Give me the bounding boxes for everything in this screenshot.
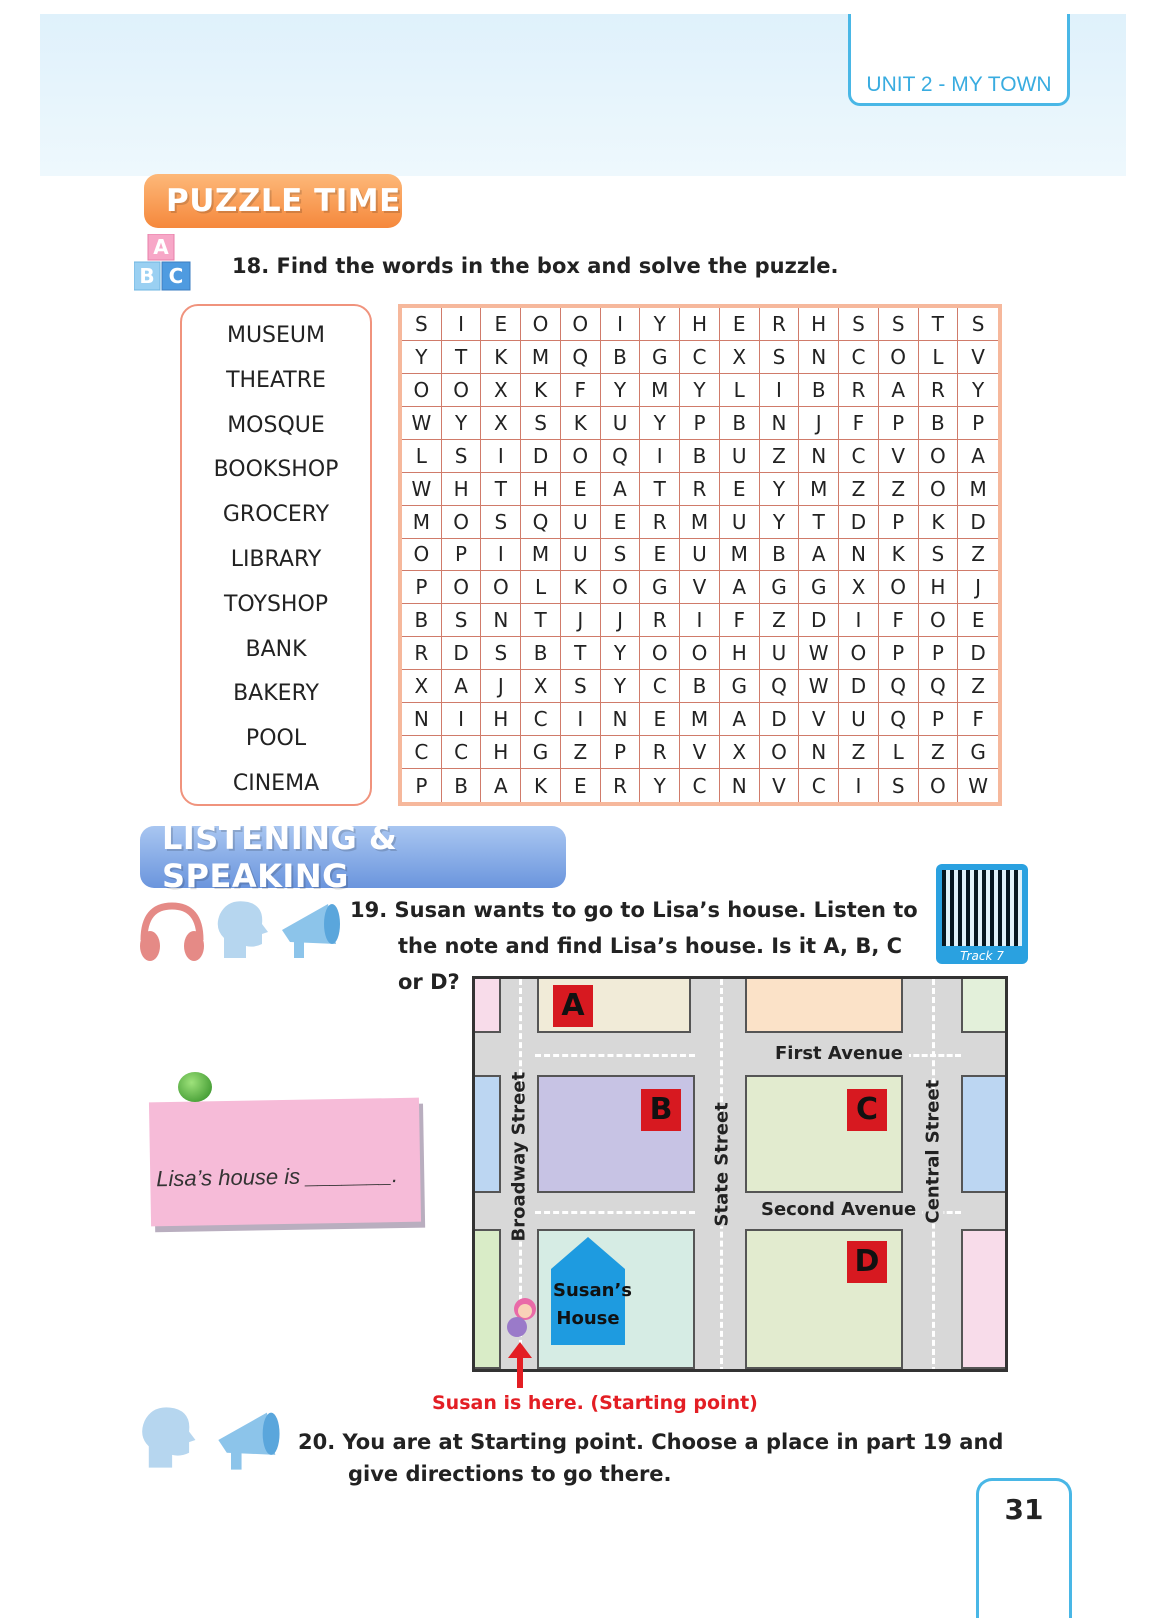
- grid-cell[interactable]: T: [919, 308, 959, 341]
- grid-cell[interactable]: I: [442, 703, 482, 736]
- grid-cell[interactable]: A: [958, 440, 998, 473]
- grid-cell[interactable]: N: [799, 736, 839, 769]
- map-block: [745, 977, 903, 1033]
- grid-cell[interactable]: N: [799, 440, 839, 473]
- grid-cell[interactable]: K: [561, 407, 601, 440]
- grid-cell[interactable]: O: [760, 736, 800, 769]
- grid-cell[interactable]: N: [601, 703, 641, 736]
- grid-cell[interactable]: P: [919, 637, 959, 670]
- listening-speaking-banner: LISTENING & SPEAKING: [140, 826, 566, 888]
- label-b: B: [641, 1089, 681, 1131]
- map-block: [961, 1229, 1008, 1369]
- grid-cell[interactable]: R: [919, 374, 959, 407]
- word-list-item: CINEMA: [232, 770, 320, 796]
- unit-tab: [848, 14, 1070, 106]
- grid-cell[interactable]: F: [720, 604, 760, 637]
- grid-cell[interactable]: I: [839, 769, 879, 802]
- grid-cell[interactable]: H: [481, 736, 521, 769]
- grid-cell[interactable]: Y: [601, 637, 641, 670]
- grid-cell[interactable]: O: [680, 637, 720, 670]
- grid-cell[interactable]: Y: [601, 374, 641, 407]
- block-c: [745, 1075, 903, 1193]
- grid-cell[interactable]: W: [402, 473, 442, 506]
- grid-cell[interactable]: I: [760, 374, 800, 407]
- starting-point-arrow-icon: [508, 1342, 532, 1388]
- grid-cell[interactable]: J: [481, 670, 521, 703]
- grid-cell[interactable]: C: [640, 670, 680, 703]
- grid-cell[interactable]: U: [680, 539, 720, 572]
- grid-cell[interactable]: Z: [919, 736, 959, 769]
- grid-cell[interactable]: S: [521, 407, 561, 440]
- starting-point-label: Susan is here. (Starting point): [432, 1392, 758, 1414]
- grid-cell[interactable]: P: [680, 407, 720, 440]
- grid-cell[interactable]: P: [601, 736, 641, 769]
- megaphone-icon: [276, 896, 348, 962]
- grid-cell[interactable]: Q: [879, 703, 919, 736]
- grid-cell[interactable]: B: [601, 341, 641, 374]
- grid-cell[interactable]: S: [919, 539, 959, 572]
- word-list-item: LIBRARY: [230, 546, 322, 572]
- grid-cell[interactable]: N: [720, 769, 760, 802]
- word-search-grid: [398, 304, 1002, 806]
- grid-cell[interactable]: O: [521, 308, 561, 341]
- grid-cell[interactable]: A: [720, 703, 760, 736]
- grid-cell[interactable]: B: [680, 670, 720, 703]
- grid-cell[interactable]: Z: [839, 736, 879, 769]
- grid-cell[interactable]: O: [879, 571, 919, 604]
- grid-cell[interactable]: O: [919, 604, 959, 637]
- grid-cell[interactable]: N: [402, 703, 442, 736]
- word-list-item: THEATRE: [226, 367, 326, 393]
- grid-cell[interactable]: U: [760, 637, 800, 670]
- label-c: C: [847, 1089, 887, 1131]
- grid-cell[interactable]: T: [799, 506, 839, 539]
- map-block: [473, 977, 501, 1033]
- susan-figure-icon: [503, 1295, 541, 1339]
- label-d: D: [847, 1241, 887, 1283]
- grid-cell[interactable]: I: [481, 440, 521, 473]
- page-number: 31: [1004, 1493, 1044, 1526]
- grid-cell[interactable]: B: [720, 407, 760, 440]
- grid-cell[interactable]: A: [481, 769, 521, 802]
- abc-blocks-icon: [134, 234, 206, 294]
- headphones-icon: [136, 900, 208, 964]
- grid-cell[interactable]: V: [760, 769, 800, 802]
- grid-cell[interactable]: O: [481, 571, 521, 604]
- central-street-label: Central Street: [922, 1079, 944, 1224]
- grid-cell[interactable]: F: [958, 703, 998, 736]
- grid-cell[interactable]: K: [919, 506, 959, 539]
- grid-cell[interactable]: C: [839, 440, 879, 473]
- grid-cell[interactable]: H: [442, 473, 482, 506]
- grid-cell[interactable]: S: [481, 637, 521, 670]
- word-list-box: [180, 304, 372, 806]
- grid-cell[interactable]: B: [680, 440, 720, 473]
- grid-cell[interactable]: O: [640, 637, 680, 670]
- grid-cell[interactable]: Y: [640, 407, 680, 440]
- grid-cell[interactable]: L: [879, 736, 919, 769]
- grid-cell[interactable]: M: [680, 506, 720, 539]
- grid-cell[interactable]: G: [720, 670, 760, 703]
- grid-cell[interactable]: R: [402, 637, 442, 670]
- grid-cell[interactable]: G: [640, 571, 680, 604]
- grid-cell[interactable]: Q: [521, 506, 561, 539]
- grid-cell[interactable]: V: [958, 341, 998, 374]
- grid-cell[interactable]: R: [640, 736, 680, 769]
- grid-cell[interactable]: S: [879, 769, 919, 802]
- grid-cell[interactable]: D: [760, 703, 800, 736]
- grid-cell[interactable]: M: [680, 703, 720, 736]
- qr-code-pattern: [942, 870, 1022, 946]
- grid-cell[interactable]: P: [879, 637, 919, 670]
- grid-cell[interactable]: G: [958, 736, 998, 769]
- grid-cell[interactable]: D: [799, 604, 839, 637]
- susans-house-label-line2: House: [556, 1308, 620, 1329]
- grid-cell[interactable]: A: [601, 473, 641, 506]
- note-text: Lisa’s house is _______.: [156, 1162, 399, 1192]
- svg-text:B: B: [139, 264, 155, 288]
- grid-cell[interactable]: L: [402, 440, 442, 473]
- grid-cell[interactable]: Y: [958, 374, 998, 407]
- grid-cell[interactable]: L: [521, 571, 561, 604]
- grid-cell[interactable]: K: [521, 374, 561, 407]
- grid-cell[interactable]: N: [799, 341, 839, 374]
- unit-title: UNIT 2 - MY TOWN: [866, 73, 1052, 96]
- page-number-tab: [976, 1478, 1072, 1618]
- grid-cell[interactable]: D: [958, 506, 998, 539]
- grid-cell[interactable]: U: [561, 506, 601, 539]
- track-label: Track 7: [960, 949, 1004, 963]
- block-d: [745, 1229, 903, 1369]
- second-avenue-label: Second Avenue: [755, 1199, 922, 1220]
- grid-cell[interactable]: S: [839, 308, 879, 341]
- grid-cell[interactable]: E: [958, 604, 998, 637]
- grid-cell[interactable]: V: [879, 440, 919, 473]
- grid-cell[interactable]: O: [879, 341, 919, 374]
- grid-cell[interactable]: E: [640, 703, 680, 736]
- grid-cell[interactable]: X: [402, 670, 442, 703]
- svg-text:C: C: [168, 264, 184, 288]
- grid-cell[interactable]: D: [839, 506, 879, 539]
- grid-cell[interactable]: Y: [601, 670, 641, 703]
- grid-cell[interactable]: T: [561, 637, 601, 670]
- grid-cell[interactable]: Q: [561, 341, 601, 374]
- grid-cell[interactable]: D: [442, 637, 482, 670]
- grid-cell[interactable]: P: [402, 769, 442, 802]
- grid-cell[interactable]: E: [481, 308, 521, 341]
- block-b: [537, 1075, 695, 1193]
- grid-cell[interactable]: M: [521, 341, 561, 374]
- grid-cell[interactable]: O: [839, 637, 879, 670]
- word-list-item: BANK: [245, 636, 307, 662]
- grid-cell[interactable]: S: [879, 308, 919, 341]
- grid-cell[interactable]: U: [561, 539, 601, 572]
- grid-cell[interactable]: Z: [561, 736, 601, 769]
- first-avenue-label: First Avenue: [769, 1043, 909, 1064]
- grid-cell[interactable]: R: [601, 769, 641, 802]
- grid-cell[interactable]: I: [561, 703, 601, 736]
- puzzle-time-banner: PUZZLE TIME: [144, 174, 402, 228]
- grid-cell[interactable]: W: [968, 773, 989, 798]
- grid-cell[interactable]: C: [680, 769, 720, 802]
- grid-cell[interactable]: Q: [919, 670, 959, 703]
- grid-cell[interactable]: C: [521, 703, 561, 736]
- grid-cell[interactable]: U: [839, 703, 879, 736]
- task-18-instruction: 18. Find the words in the box and solve the puzzle.: [232, 254, 839, 278]
- grid-cell[interactable]: G: [799, 571, 839, 604]
- grid-cell[interactable]: O: [919, 769, 959, 802]
- grid-cell[interactable]: H: [720, 637, 760, 670]
- grid-cell[interactable]: W: [402, 407, 442, 440]
- label-a: A: [553, 985, 593, 1027]
- grid-cell[interactable]: W: [799, 637, 839, 670]
- grid-cell[interactable]: M: [799, 473, 839, 506]
- grid-cell[interactable]: N: [760, 407, 800, 440]
- word-list-item: BOOKSHOP: [213, 457, 339, 483]
- grid-cell[interactable]: V: [680, 571, 720, 604]
- map-block: [473, 1075, 501, 1193]
- grid-cell[interactable]: I: [839, 604, 879, 637]
- grid-cell[interactable]: T: [521, 604, 561, 637]
- word-list-item: BAKERY: [233, 681, 319, 707]
- grid-cell[interactable]: G: [760, 571, 800, 604]
- grid-cell[interactable]: F: [839, 407, 879, 440]
- grid-cell[interactable]: I: [481, 539, 521, 572]
- grid-cell[interactable]: A: [799, 539, 839, 572]
- map-block: [961, 1075, 1008, 1193]
- grid-cell[interactable]: A: [879, 374, 919, 407]
- grid-cell[interactable]: X: [481, 407, 521, 440]
- grid-cell[interactable]: H: [521, 473, 561, 506]
- grid-cell[interactable]: Z: [958, 539, 998, 572]
- grid-cell[interactable]: R: [839, 374, 879, 407]
- grid-cell[interactable]: W: [799, 670, 839, 703]
- grid-cell[interactable]: Y: [402, 341, 442, 374]
- grid-cell[interactable]: B: [760, 539, 800, 572]
- task-20-instruction: 20. You are at Starting point. Choose a place in part 19 and give directions to go there.: [298, 1430, 1004, 1486]
- block-a: [537, 977, 691, 1033]
- grid-cell[interactable]: L: [919, 341, 959, 374]
- grid-cell[interactable]: Y: [760, 506, 800, 539]
- grid-cell[interactable]: B: [402, 604, 442, 637]
- grid-cell[interactable]: O: [919, 473, 959, 506]
- grid-cell[interactable]: V: [799, 703, 839, 736]
- grid-cell[interactable]: M: [521, 539, 561, 572]
- grid-cell[interactable]: D: [958, 637, 998, 670]
- grid-cell[interactable]: E: [561, 769, 601, 802]
- grid-cell[interactable]: P: [879, 506, 919, 539]
- grid-cell[interactable]: A: [720, 571, 760, 604]
- grid-cell[interactable]: G: [640, 341, 680, 374]
- grid-cell[interactable]: O: [402, 539, 442, 572]
- grid-cell[interactable]: G: [521, 736, 561, 769]
- grid-cell[interactable]: H: [799, 308, 839, 341]
- grid-cell[interactable]: M: [720, 539, 760, 572]
- grid-cell[interactable]: Q: [760, 670, 800, 703]
- grid-cell[interactable]: N: [839, 539, 879, 572]
- grid-cell[interactable]: D: [521, 440, 561, 473]
- grid-cell[interactable]: I: [442, 308, 482, 341]
- grid-cell[interactable]: E: [720, 308, 760, 341]
- grid-cell[interactable]: Z: [879, 473, 919, 506]
- grid-cell[interactable]: O: [919, 440, 959, 473]
- word-list-item: MOSQUE: [227, 412, 325, 438]
- town-map: [472, 976, 1008, 1372]
- state-street-label: State Street: [711, 1102, 733, 1227]
- grid-cell[interactable]: X: [720, 341, 760, 374]
- grid-cell[interactable]: Z: [958, 670, 998, 703]
- grid-cell[interactable]: U: [720, 440, 760, 473]
- word-list-item: GROCERY: [222, 502, 330, 528]
- grid-cell[interactable]: U: [601, 407, 641, 440]
- grid-cell[interactable]: B: [521, 637, 561, 670]
- grid-cell[interactable]: S: [561, 670, 601, 703]
- grid-cell[interactable]: P: [402, 571, 442, 604]
- qr-code[interactable]: [936, 864, 1028, 964]
- grid-cell[interactable]: Q: [601, 440, 641, 473]
- grid-cell[interactable]: X: [720, 736, 760, 769]
- grid-cell[interactable]: O: [561, 440, 601, 473]
- grid-cell[interactable]: O: [442, 506, 482, 539]
- grid-cell[interactable]: Q: [879, 670, 919, 703]
- grid-cell[interactable]: S: [442, 604, 482, 637]
- grid-cell[interactable]: H: [481, 703, 521, 736]
- grid-cell[interactable]: O: [601, 571, 641, 604]
- grid-cell[interactable]: Y: [640, 308, 680, 341]
- grid-cell[interactable]: B: [799, 374, 839, 407]
- grid-cell[interactable]: H: [919, 571, 959, 604]
- road-marking: [535, 1211, 695, 1214]
- susans-house-label-line1: Susan’s: [553, 1280, 633, 1301]
- grid-cell[interactable]: I: [680, 604, 720, 637]
- word-list-item: TOYSHOP: [223, 591, 329, 617]
- grid-cell[interactable]: S: [481, 506, 521, 539]
- grid-cell[interactable]: H: [680, 308, 720, 341]
- grid-cell[interactable]: Y: [442, 407, 482, 440]
- grid-cell[interactable]: C: [442, 736, 482, 769]
- grid-cell[interactable]: J: [799, 407, 839, 440]
- grid-cell[interactable]: T: [481, 473, 521, 506]
- grid-cell[interactable]: Z: [760, 604, 800, 637]
- grid-cell[interactable]: J: [958, 571, 998, 604]
- grid-cell[interactable]: Y: [760, 473, 800, 506]
- grid-cell[interactable]: K: [879, 539, 919, 572]
- grid-cell[interactable]: J: [601, 604, 641, 637]
- grid-cell[interactable]: K: [521, 769, 561, 802]
- grid-cell[interactable]: E: [720, 473, 760, 506]
- broadway-street-label: Broadway Street: [508, 1071, 530, 1242]
- grid-cell[interactable]: R: [680, 473, 720, 506]
- grid-cell[interactable]: U: [720, 506, 760, 539]
- grid-cell[interactable]: R: [640, 506, 680, 539]
- grid-cell[interactable]: P: [919, 703, 959, 736]
- svg-text:A: A: [153, 235, 169, 259]
- grid-cell[interactable]: S: [402, 308, 442, 341]
- grid-cell[interactable]: R: [760, 308, 800, 341]
- grid-cell[interactable]: O: [442, 374, 482, 407]
- grid-cell[interactable]: R: [640, 604, 680, 637]
- grid-cell[interactable]: I: [640, 440, 680, 473]
- task-19-instruction: 19. Susan wants to go to Lisa’s house. Listen to the note and find Lisa’s house. Is it A, B, C or D?: [350, 898, 918, 994]
- grid-cell[interactable]: V: [680, 736, 720, 769]
- grid-cell[interactable]: F: [561, 374, 601, 407]
- grid-cell[interactable]: M: [640, 374, 680, 407]
- map-block: [961, 977, 1008, 1033]
- grid-cell[interactable]: X: [481, 374, 521, 407]
- megaphone-icon: [212, 1404, 288, 1474]
- grid-cell[interactable]: P: [879, 407, 919, 440]
- grid-cell[interactable]: X: [839, 571, 879, 604]
- grid-cell[interactable]: L: [720, 374, 760, 407]
- word-list-item: MUSEUM: [226, 323, 326, 348]
- grid-cell[interactable]: O: [561, 308, 601, 341]
- grid-cell[interactable]: I: [601, 308, 641, 341]
- grid-cell[interactable]: F: [879, 604, 919, 637]
- grid-cell[interactable]: C: [839, 341, 879, 374]
- grid-cell[interactable]: C: [680, 341, 720, 374]
- susans-house-label: [553, 1277, 633, 1333]
- grid-cell[interactable]: C: [799, 769, 839, 802]
- map-block: [473, 1229, 501, 1369]
- grid-cell[interactable]: N: [481, 604, 521, 637]
- grid-cell[interactable]: O: [442, 571, 482, 604]
- grid-cell[interactable]: E: [601, 506, 641, 539]
- grid-cell[interactable]: J: [561, 604, 601, 637]
- grid-cell[interactable]: C: [402, 736, 442, 769]
- grid-cell[interactable]: X: [521, 670, 561, 703]
- grid-cell[interactable]: S: [760, 341, 800, 374]
- grid-cell[interactable]: P: [958, 407, 998, 440]
- grid-cell[interactable]: B: [442, 769, 482, 802]
- speaking-head-icon: [214, 898, 274, 964]
- grid-cell[interactable]: M: [958, 473, 998, 506]
- grid-cell[interactable]: Y: [640, 769, 680, 802]
- grid-cell[interactable]: Z: [839, 473, 879, 506]
- grid-cell[interactable]: K: [481, 341, 521, 374]
- grid-cell[interactable]: E: [561, 473, 601, 506]
- sticky-note: [149, 1098, 421, 1227]
- grid-cell[interactable]: M: [402, 506, 442, 539]
- road-marking: [535, 1054, 695, 1057]
- grid-cell[interactable]: Y: [680, 374, 720, 407]
- grid-cell[interactable]: B: [919, 407, 959, 440]
- grid-cell[interactable]: D: [839, 670, 879, 703]
- grid-cell[interactable]: Z: [760, 440, 800, 473]
- grid-cell[interactable]: S: [601, 539, 641, 572]
- grid-cell[interactable]: S: [442, 440, 482, 473]
- grid-cell[interactable]: T: [442, 341, 482, 374]
- grid-cell[interactable]: O: [402, 374, 442, 407]
- speaking-head-icon: [138, 1404, 202, 1474]
- word-list-item: POOL: [245, 726, 307, 752]
- grid-cell[interactable]: E: [640, 539, 680, 572]
- grid-cell[interactable]: T: [640, 473, 680, 506]
- grid-cell[interactable]: S: [958, 308, 998, 341]
- pushpin-icon: [178, 1072, 212, 1102]
- grid-cell[interactable]: P: [442, 539, 482, 572]
- grid-cell[interactable]: A: [442, 670, 482, 703]
- grid-cell[interactable]: K: [561, 571, 601, 604]
